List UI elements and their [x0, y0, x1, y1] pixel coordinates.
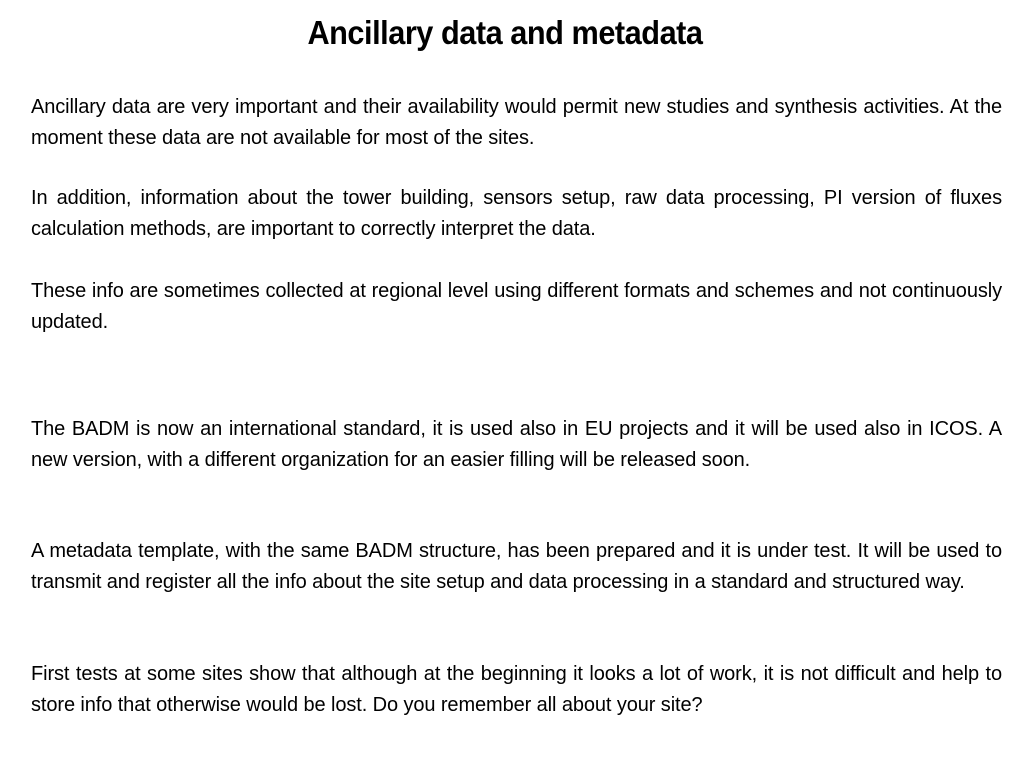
- paragraph-metadata-template: A metadata template, with the same BADM structure, has been prepared and it is under test. It will be used to transmit and register all the info about the site setup and data processing in a standard and structured way.: [31, 540, 1002, 593]
- slide-title: Ancillary data and metadata: [307, 14, 703, 51]
- paragraph-tower-info: In addition, information about the tower building, sensors setup, raw data processing, PI version of fluxes calculation methods, are important to correctly interpret the data.: [31, 187, 1002, 240]
- paragraph-regional-collection: These info are sometimes collected at regional level using different formats and schemes and not continuously updated.: [31, 280, 1002, 333]
- paragraph-badm-standard: The BADM is now an international standard, it is used also in EU projects and it will be used also in ICOS. A new version, with a different organization for an easier filling will be released soon.: [31, 418, 1002, 471]
- paragraph-first-tests: First tests at some sites show that although at the beginning it looks a lot of work, it is not difficult and help to store info that otherwise would be lost. Do you remember all about your site?: [31, 663, 1002, 716]
- paragraph-ancillary-importance: Ancillary data are very important and their availability would permit new studies and synthesis activities. At the moment these data are not available for most of the sites.: [31, 96, 1002, 149]
